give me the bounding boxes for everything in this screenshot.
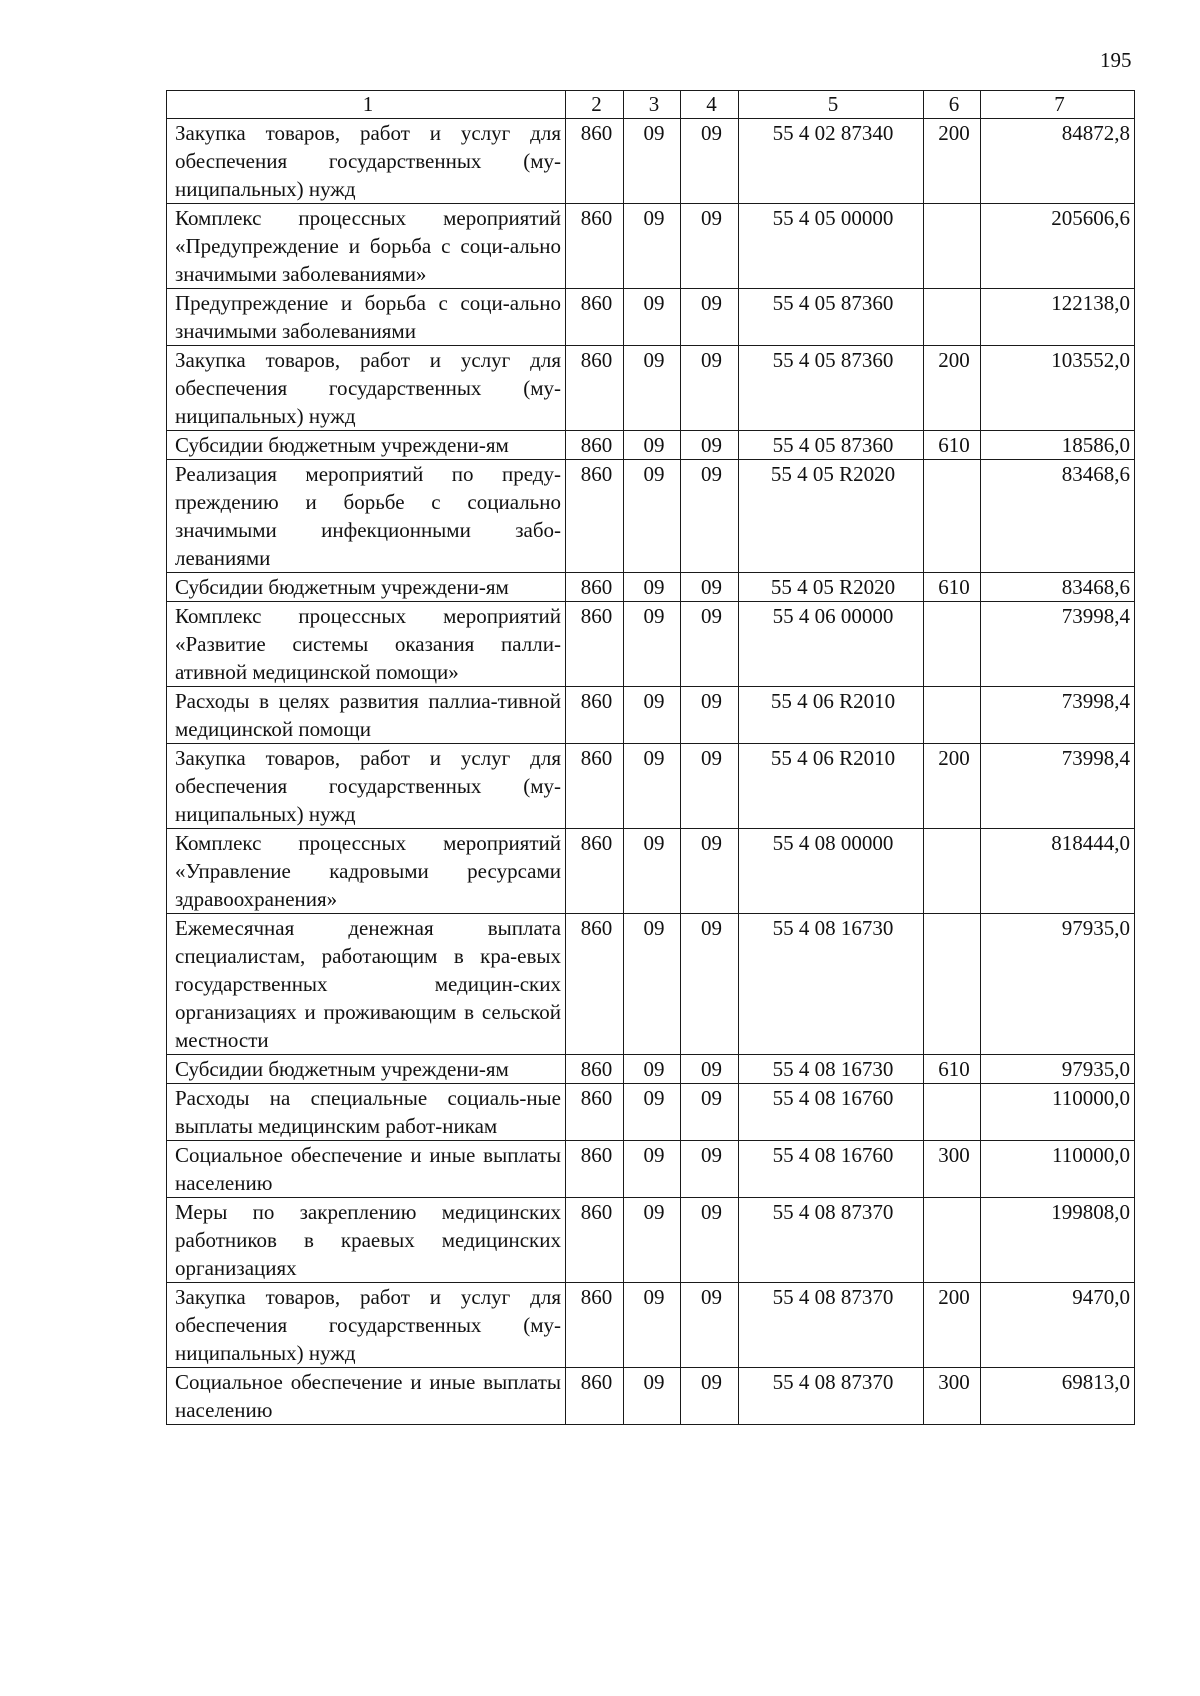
expense-type-cell (924, 914, 981, 1055)
expense-type-cell: 200 (924, 119, 981, 204)
subsection-code-cell: 09 (681, 460, 739, 573)
subsection-code-cell: 09 (681, 289, 739, 346)
row-name-cell: Ежемесячная денежная выплата специалистам, работающим в кра-евых государственных медицин-ских организациях и проживающим в сельской местности (167, 914, 566, 1055)
expense-type-cell (924, 289, 981, 346)
amount-cell: 9470,0 (981, 1283, 1135, 1368)
amount-cell: 84872,8 (981, 119, 1135, 204)
expense-type-cell (924, 1198, 981, 1283)
target-article-cell: 55 4 08 16760 (739, 1141, 924, 1198)
row-name-cell: Закупка товаров, работ и услуг для обеспечения государственных (му-ниципальных) нужд (167, 346, 566, 431)
expense-type-cell: 200 (924, 346, 981, 431)
table-row (167, 914, 1135, 1055)
expense-type-cell: 200 (924, 1283, 981, 1368)
chapter-code-cell: 860 (566, 1198, 624, 1283)
expense-type-cell (924, 204, 981, 289)
table-row (167, 687, 1135, 744)
table-row (167, 1283, 1135, 1368)
table-row (167, 1368, 1135, 1425)
subsection-code-cell: 09 (681, 119, 739, 204)
amount-cell: 122138,0 (981, 289, 1135, 346)
amount-cell: 69813,0 (981, 1368, 1135, 1425)
target-article-cell: 55 4 06 R2010 (739, 744, 924, 829)
chapter-code-cell: 860 (566, 1368, 624, 1425)
target-article-cell: 55 4 05 00000 (739, 204, 924, 289)
column-header: 4 (681, 91, 739, 119)
chapter-code-cell: 860 (566, 1141, 624, 1198)
subsection-code-cell: 09 (681, 1198, 739, 1283)
budget-table (166, 90, 1135, 1425)
section-code-cell: 09 (624, 1141, 681, 1198)
row-name-cell: Субсидии бюджетным учреждени-ям (167, 573, 566, 602)
table-row (167, 431, 1135, 460)
chapter-code-cell: 860 (566, 602, 624, 687)
section-code-cell: 09 (624, 204, 681, 289)
row-name-cell: Социальное обеспечение и иные выплаты населению (167, 1368, 566, 1425)
column-header: 2 (566, 91, 624, 119)
section-code-cell: 09 (624, 289, 681, 346)
chapter-code-cell: 860 (566, 289, 624, 346)
page-number: 195 (1100, 48, 1132, 72)
table-header-row (167, 91, 1135, 119)
target-article-cell: 55 4 06 R2010 (739, 687, 924, 744)
target-article-cell: 55 4 06 00000 (739, 602, 924, 687)
table-row (167, 119, 1135, 204)
table-row (167, 602, 1135, 687)
row-name-cell: Закупка товаров, работ и услуг для обеспечения государственных (му-ниципальных) нужд (167, 1283, 566, 1368)
expense-type-cell (924, 460, 981, 573)
section-code-cell: 09 (624, 1198, 681, 1283)
table-row (167, 1055, 1135, 1084)
expense-type-cell: 610 (924, 1055, 981, 1084)
amount-cell: 199808,0 (981, 1198, 1135, 1283)
subsection-code-cell: 09 (681, 431, 739, 460)
table-row (167, 744, 1135, 829)
column-header: 1 (167, 91, 566, 119)
target-article-cell: 55 4 02 87340 (739, 119, 924, 204)
subsection-code-cell: 09 (681, 1283, 739, 1368)
target-article-cell: 55 4 08 16730 (739, 914, 924, 1055)
chapter-code-cell: 860 (566, 431, 624, 460)
chapter-code-cell: 860 (566, 829, 624, 914)
section-code-cell: 09 (624, 119, 681, 204)
chapter-code-cell: 860 (566, 460, 624, 573)
amount-cell: 83468,6 (981, 573, 1135, 602)
amount-cell: 73998,4 (981, 602, 1135, 687)
subsection-code-cell: 09 (681, 1084, 739, 1141)
section-code-cell: 09 (624, 460, 681, 573)
amount-cell: 73998,4 (981, 744, 1135, 829)
table-row (167, 289, 1135, 346)
target-article-cell: 55 4 08 87370 (739, 1368, 924, 1425)
subsection-code-cell: 09 (681, 1368, 739, 1425)
row-name-cell: Комплекс процессных мероприятий «Развитие системы оказания палли-ативной медицинской помощи» (167, 602, 566, 687)
row-name-cell: Комплекс процессных мероприятий «Предупреждение и борьба с соци-ально значимыми заболеваниями» (167, 204, 566, 289)
expense-type-cell: 200 (924, 744, 981, 829)
subsection-code-cell: 09 (681, 744, 739, 829)
expense-type-cell (924, 1084, 981, 1141)
table-row (167, 1084, 1135, 1141)
section-code-cell: 09 (624, 1084, 681, 1141)
table-row (167, 829, 1135, 914)
amount-cell: 205606,6 (981, 204, 1135, 289)
section-code-cell: 09 (624, 744, 681, 829)
chapter-code-cell: 860 (566, 744, 624, 829)
target-article-cell: 55 4 08 87370 (739, 1198, 924, 1283)
row-name-cell: Меры по закреплению медицинских работников в краевых медицинских организациях (167, 1198, 566, 1283)
subsection-code-cell: 09 (681, 914, 739, 1055)
expense-type-cell: 610 (924, 431, 981, 460)
expense-type-cell (924, 687, 981, 744)
section-code-cell: 09 (624, 431, 681, 460)
subsection-code-cell: 09 (681, 687, 739, 744)
amount-cell: 83468,6 (981, 460, 1135, 573)
target-article-cell: 55 4 08 16730 (739, 1055, 924, 1084)
expense-type-cell: 300 (924, 1368, 981, 1425)
amount-cell: 73998,4 (981, 687, 1135, 744)
target-article-cell: 55 4 08 16760 (739, 1084, 924, 1141)
target-article-cell: 55 4 05 87360 (739, 346, 924, 431)
chapter-code-cell: 860 (566, 687, 624, 744)
column-header: 6 (924, 91, 981, 119)
row-name-cell: Закупка товаров, работ и услуг для обеспечения государственных (му-ниципальных) нужд (167, 744, 566, 829)
row-name-cell: Комплекс процессных мероприятий «Управление кадровыми ресурсами здравоохранения» (167, 829, 566, 914)
section-code-cell: 09 (624, 1055, 681, 1084)
chapter-code-cell: 860 (566, 346, 624, 431)
amount-cell: 818444,0 (981, 829, 1135, 914)
row-name-cell: Социальное обеспечение и иные выплаты населению (167, 1141, 566, 1198)
table-row (167, 346, 1135, 431)
section-code-cell: 09 (624, 602, 681, 687)
chapter-code-cell: 860 (566, 573, 624, 602)
row-name-cell: Субсидии бюджетным учреждени-ям (167, 431, 566, 460)
table-row (167, 573, 1135, 602)
chapter-code-cell: 860 (566, 204, 624, 289)
amount-cell: 97935,0 (981, 1055, 1135, 1084)
table-row (167, 204, 1135, 289)
row-name-cell: Предупреждение и борьба с соци-ально значимыми заболеваниями (167, 289, 566, 346)
target-article-cell: 55 4 05 87360 (739, 431, 924, 460)
expense-type-cell: 610 (924, 573, 981, 602)
chapter-code-cell: 860 (566, 119, 624, 204)
column-header: 5 (739, 91, 924, 119)
table-row (167, 460, 1135, 573)
expense-type-cell: 300 (924, 1141, 981, 1198)
section-code-cell: 09 (624, 1283, 681, 1368)
amount-cell: 110000,0 (981, 1084, 1135, 1141)
subsection-code-cell: 09 (681, 602, 739, 687)
chapter-code-cell: 860 (566, 1084, 624, 1141)
subsection-code-cell: 09 (681, 573, 739, 602)
target-article-cell: 55 4 08 87370 (739, 1283, 924, 1368)
section-code-cell: 09 (624, 914, 681, 1055)
chapter-code-cell: 860 (566, 914, 624, 1055)
expense-type-cell (924, 602, 981, 687)
target-article-cell: 55 4 05 87360 (739, 289, 924, 346)
column-header: 7 (981, 91, 1135, 119)
subsection-code-cell: 09 (681, 346, 739, 431)
row-name-cell: Расходы в целях развития паллиа-тивной медицинской помощи (167, 687, 566, 744)
table-row (167, 1141, 1135, 1198)
row-name-cell: Расходы на специальные социаль-ные выплаты медицинским работ-никам (167, 1084, 566, 1141)
amount-cell: 18586,0 (981, 431, 1135, 460)
table-row (167, 1198, 1135, 1283)
chapter-code-cell: 860 (566, 1055, 624, 1084)
subsection-code-cell: 09 (681, 204, 739, 289)
target-article-cell: 55 4 08 00000 (739, 829, 924, 914)
section-code-cell: 09 (624, 1368, 681, 1425)
expense-type-cell (924, 829, 981, 914)
amount-cell: 110000,0 (981, 1141, 1135, 1198)
row-name-cell: Субсидии бюджетным учреждени-ям (167, 1055, 566, 1084)
row-name-cell: Закупка товаров, работ и услуг для обеспечения государственных (му-ниципальных) нужд (167, 119, 566, 204)
section-code-cell: 09 (624, 573, 681, 602)
subsection-code-cell: 09 (681, 829, 739, 914)
section-code-cell: 09 (624, 687, 681, 744)
column-header: 3 (624, 91, 681, 119)
row-name-cell: Реализация мероприятий по преду-преждению и борьбе с социально значимыми инфекционными забо-леваниями (167, 460, 566, 573)
target-article-cell: 55 4 05 R2020 (739, 573, 924, 602)
amount-cell: 103552,0 (981, 346, 1135, 431)
section-code-cell: 09 (624, 829, 681, 914)
target-article-cell: 55 4 05 R2020 (739, 460, 924, 573)
amount-cell: 97935,0 (981, 914, 1135, 1055)
subsection-code-cell: 09 (681, 1141, 739, 1198)
chapter-code-cell: 860 (566, 1283, 624, 1368)
subsection-code-cell: 09 (681, 1055, 739, 1084)
section-code-cell: 09 (624, 346, 681, 431)
